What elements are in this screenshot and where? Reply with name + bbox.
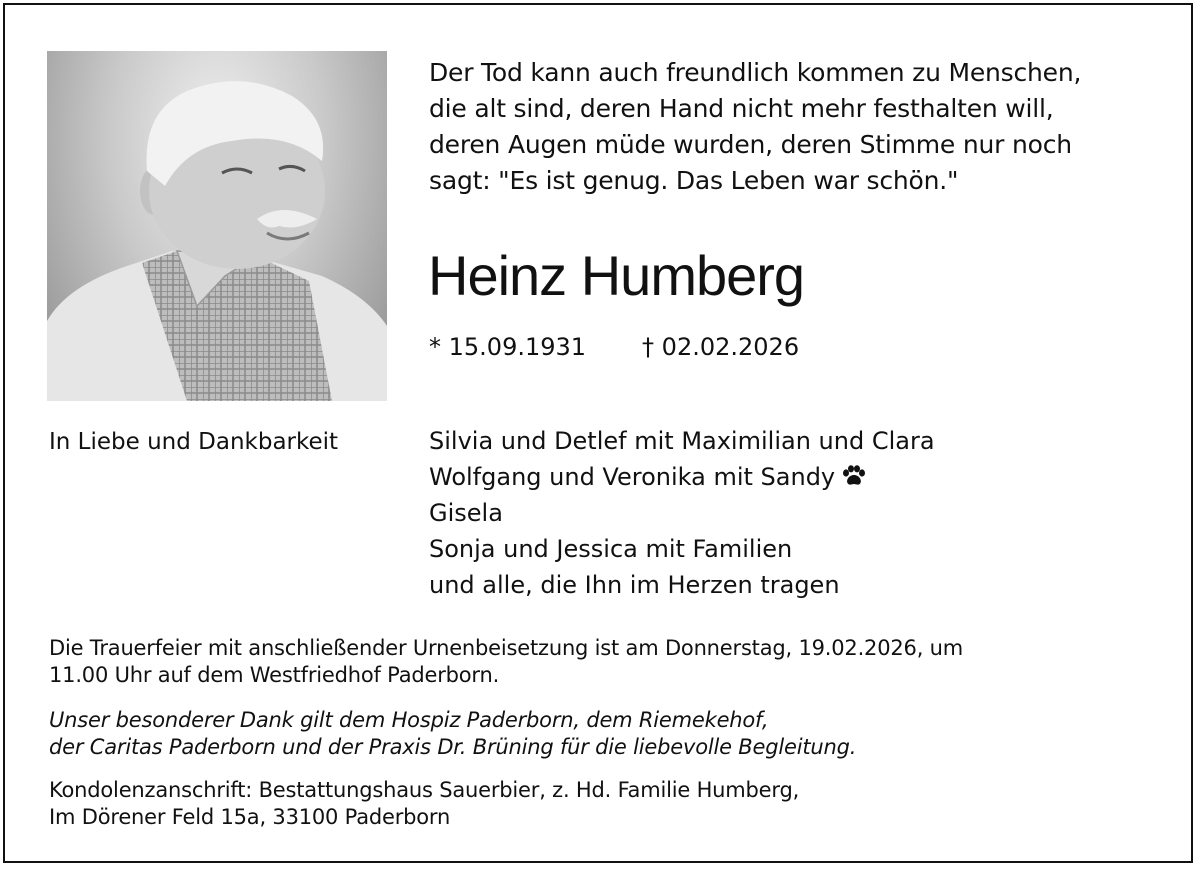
- funeral-info: [49, 635, 963, 689]
- mourner-line: Wolfgang und Veronika mit Sandy: [429, 459, 935, 495]
- portrait-illustration: [47, 51, 387, 401]
- dedication-text: In Liebe und Dankbarkeit: [49, 429, 339, 455]
- death-date: † 02.02.2026: [642, 333, 800, 361]
- mourner-line: Silvia und Detlef mit Maximilian und Clara: [429, 427, 935, 455]
- quote-line: die alt sind, deren Hand nicht mehr festhalten will,: [429, 94, 1054, 123]
- condolence-address: [49, 777, 799, 831]
- paw-icon: [841, 465, 865, 487]
- thanks-line: der Caritas Paderborn und der Praxis Dr. Brüning für die liebevolle Begleitung.: [49, 735, 857, 759]
- quote-verse: [429, 55, 1169, 199]
- life-dates: [429, 329, 799, 365]
- address-line: Im Dörener Feld 15a, 33100 Paderborn: [49, 805, 451, 829]
- birth-date: * 15.09.1931: [429, 333, 587, 361]
- quote-line: sagt: "Es ist genug. Das Leben war schön.": [429, 166, 959, 195]
- deceased-name: Heinz Humberg: [428, 244, 805, 307]
- mourners-list: [429, 423, 935, 603]
- funeral-line: Die Trauerfeier mit anschließender Urnenbeisetzung ist am Donnerstag, 19.02.2026, um: [49, 636, 964, 660]
- obituary-card: [3, 3, 1193, 863]
- mourner-line: Gisela: [429, 499, 503, 527]
- thanks-note: [49, 707, 856, 761]
- mourner-line: und alle, die Ihn im Herzen tragen: [429, 571, 840, 599]
- mourner-line: Sonja und Jessica mit Familien: [429, 535, 793, 563]
- address-line: Kondolenzanschrift: Bestattungshaus Sauerbier, z. Hd. Familie Humberg,: [49, 778, 800, 802]
- quote-line: deren Augen müde wurden, deren Stimme nur noch: [429, 130, 1072, 159]
- quote-line: Der Tod kann auch freundlich kommen zu Menschen,: [429, 58, 1082, 87]
- portrait-photo: [47, 51, 387, 401]
- funeral-line: 11.00 Uhr auf dem Westfriedhof Paderborn.: [49, 663, 500, 687]
- thanks-line: Unser besonderer Dank gilt dem Hospiz Paderborn, dem Riemekehof,: [49, 708, 769, 732]
